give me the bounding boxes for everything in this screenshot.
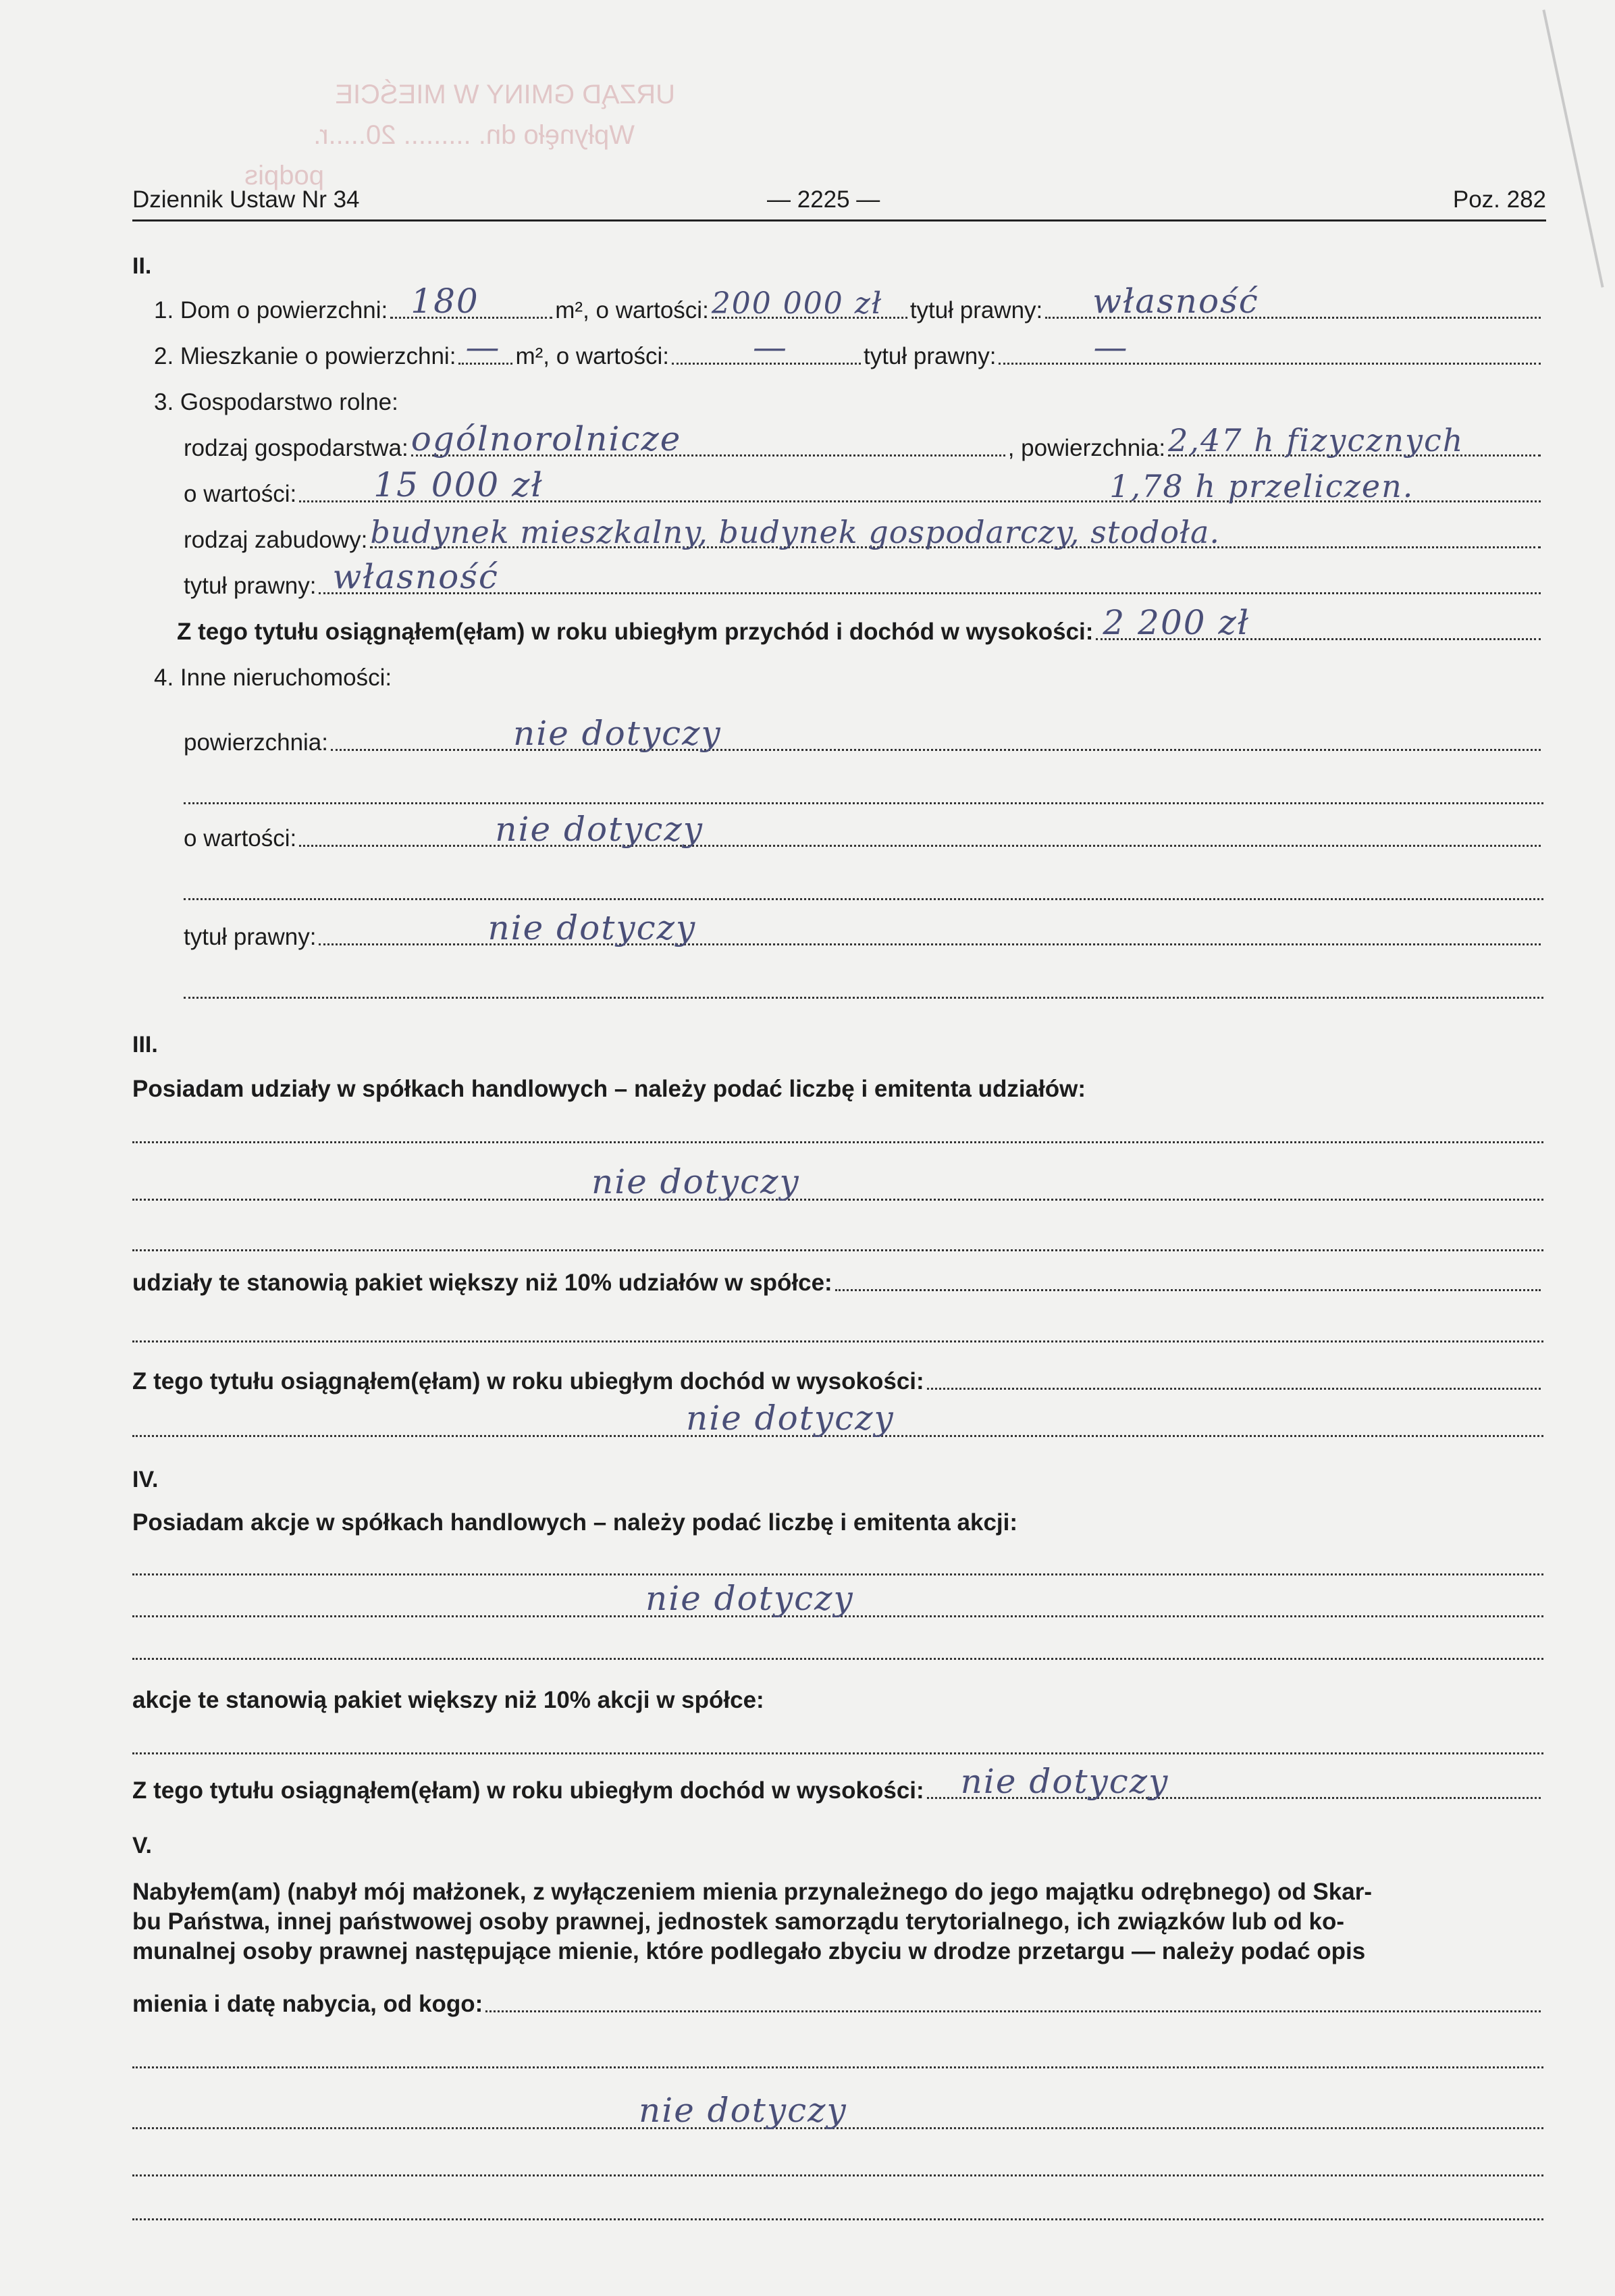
stocks-income-field[interactable]: nie dotyczy bbox=[927, 1775, 1541, 1799]
flat-line: 2. Mieszkanie o powierzchni: — m², o wartości: — tytuł prawny: — bbox=[154, 338, 1543, 370]
page-header bbox=[132, 181, 1546, 219]
stocks-income-line: Z tego tytułu osiągnąłem(ęłam) w roku ubiegłym dochód w wysokości: nie dotyczy bbox=[132, 1772, 1543, 1804]
flat-title-field[interactable]: — bbox=[999, 341, 1541, 365]
shares-pakiet-line: udziały te stanowią pakiet większy niż 10% udziałów w spółce: bbox=[132, 1264, 1543, 1297]
other-value-extra-line[interactable] bbox=[184, 871, 1543, 900]
farm-type-line: rodzaj gospodarstwa: ogólnorolnicze , powierzchnia: 2,47 h fizycznych bbox=[184, 429, 1543, 462]
scan-edge-mark bbox=[1542, 9, 1604, 288]
page-number: — 2225 — bbox=[767, 186, 880, 213]
shares-line-1[interactable] bbox=[132, 1114, 1543, 1143]
farm-title-line: tytuł prawny: własność bbox=[184, 567, 1543, 600]
office-stamp-mirrored: URZĄD GMINY W MIEŚCIE Wpłynęło dn. ......... 20.....r. podpis bbox=[244, 80, 675, 190]
section-3-heading: III. bbox=[132, 1032, 158, 1058]
stocks-line-1[interactable] bbox=[132, 1546, 1543, 1575]
farm-income-line: Z tego tytułu osiągnąłem(ęłam) w roku ubiegłym przychód i dochód w wysokości: 2 200 zł bbox=[177, 613, 1543, 646]
header-rule bbox=[132, 219, 1546, 221]
other-property-heading: 4. Inne nieruchomości: bbox=[154, 664, 392, 691]
flat-area-field[interactable]: — bbox=[458, 341, 512, 365]
farm-income-field[interactable]: 2 200 zł bbox=[1096, 617, 1541, 640]
other-title-line: tytuł prawny: nie dotyczy bbox=[184, 918, 1543, 951]
other-title-field[interactable]: nie dotyczy bbox=[319, 922, 1541, 945]
section-2-heading: II. bbox=[132, 253, 152, 279]
farm-type-field[interactable]: ogólnorolnicze bbox=[411, 433, 1005, 456]
stocks-pakiet-line[interactable] bbox=[132, 1725, 1543, 1754]
acquisition-line-4[interactable] bbox=[132, 2147, 1543, 2176]
acquisition-line-3[interactable]: nie dotyczy bbox=[132, 2100, 1543, 2129]
house-area-field[interactable]: 180 bbox=[390, 295, 552, 319]
farm-buildings-field[interactable]: budynek mieszkalny, budynek gospodarczy, stodoła. bbox=[370, 525, 1541, 548]
shares-line-2[interactable]: nie dotyczy bbox=[132, 1172, 1543, 1201]
flat-value-field[interactable]: — bbox=[672, 341, 861, 365]
farm-heading: 3. Gospodarstwo rolne: bbox=[154, 389, 398, 415]
stocks-line-3[interactable] bbox=[132, 1631, 1543, 1660]
section-4-heading: IV. bbox=[132, 1467, 159, 1492]
house-title-field[interactable]: własność bbox=[1045, 295, 1541, 319]
farm-value-field[interactable]: 15 000 zł 1,78 h przeliczen. bbox=[299, 479, 1541, 502]
farm-title-field[interactable]: własność bbox=[319, 571, 1541, 594]
other-title-extra-line[interactable] bbox=[184, 970, 1543, 999]
shares-income-extra-line[interactable]: nie dotyczy bbox=[132, 1408, 1543, 1437]
stocks-line-2[interactable]: nie dotyczy bbox=[132, 1588, 1543, 1617]
journal-title: Dziennik Ustaw Nr 34 bbox=[132, 186, 360, 213]
farm-area-field[interactable]: 2,47 h fizycznych bbox=[1168, 433, 1541, 456]
stocks-pakiet-heading: akcje te stanowią pakiet większy niż 10% akcji w spółce: bbox=[132, 1687, 764, 1713]
farm-value-line: o wartości: 15 000 zł 1,78 h przeliczen. bbox=[184, 475, 1543, 508]
other-value-line: o wartości: nie dotyczy bbox=[184, 820, 1543, 852]
shares-line-3[interactable] bbox=[132, 1222, 1543, 1251]
shares-income-field[interactable] bbox=[927, 1366, 1541, 1390]
shares-income-line: Z tego tytułu osiągnąłem(ęłam) w roku ubiegłym dochód w wysokości: bbox=[132, 1363, 1543, 1395]
acquisition-line-2[interactable] bbox=[132, 2039, 1543, 2068]
other-area-field[interactable]: nie dotyczy bbox=[331, 727, 1541, 751]
acquisition-line-5[interactable] bbox=[132, 2191, 1543, 2220]
house-value-field[interactable]: 200 000 zł bbox=[712, 295, 907, 319]
section-5-heading: V. bbox=[132, 1833, 153, 1858]
position-number: Poz. 282 bbox=[1452, 186, 1546, 213]
other-area-extra-line[interactable] bbox=[184, 775, 1543, 804]
shares-question: Posiadam udziały w spółkach handlowych – należy podać liczbę i emitenta udziałów: bbox=[132, 1076, 1086, 1102]
farm-buildings-line: rodzaj zabudowy: budynek mieszkalny, budynek gospodarczy, stodoła. bbox=[184, 521, 1543, 554]
house-line: 1. Dom o powierzchni: 180 m², o wartości: 200 000 zł tytuł prawny: własność bbox=[154, 292, 1543, 324]
acquisition-question: Nabyłem(am) (nabył mój małżonek, z wyłączeniem mienia przynależnego do jego majątku odrębnego) od Skar- bu Państwa, innej państwowej osoby prawnej, jednostek samorządu terytorialnego, ich związków lub od ko- munalnej osoby prawnej następujące mienie, które podlegało zbyciu w drodze przetargu — należy podać opis bbox=[132, 1879, 1372, 1964]
other-value-field[interactable]: nie dotyczy bbox=[299, 823, 1541, 847]
stocks-question: Posiadam akcje w spółkach handlowych – należy podać liczbę i emitenta akcji: bbox=[132, 1509, 1018, 1536]
shares-pakiet-field[interactable] bbox=[835, 1268, 1541, 1291]
other-area-line: powierzchnia: nie dotyczy bbox=[184, 724, 1543, 756]
shares-pakiet-extra-line[interactable] bbox=[132, 1313, 1543, 1342]
acquisition-line: mienia i datę nabycia, od kogo: bbox=[132, 1985, 1543, 2018]
acquisition-field[interactable] bbox=[485, 1989, 1541, 2012]
